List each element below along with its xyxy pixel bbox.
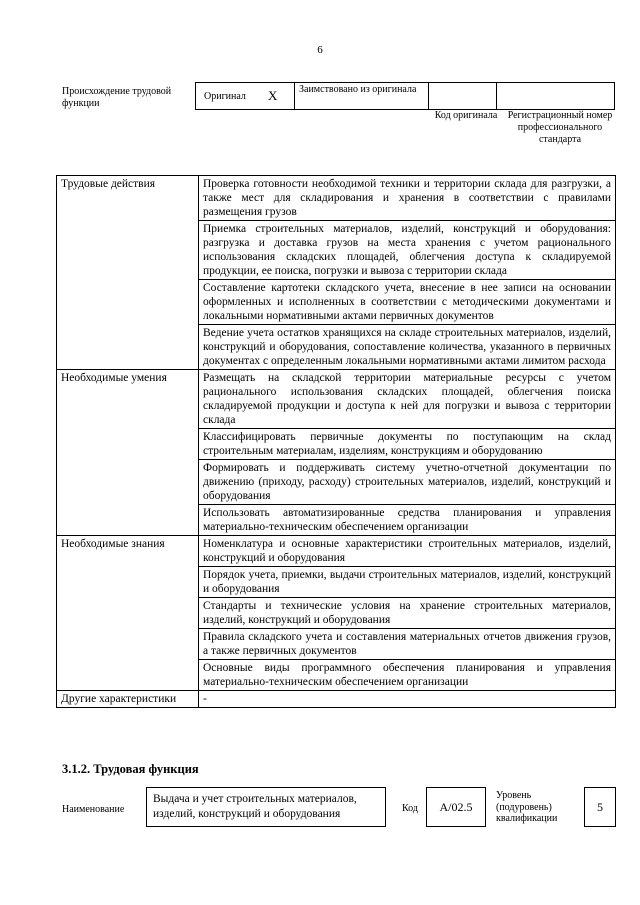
table-cell: Проверка готовности необходимой техники и территории склада для разгрузки, а также мест для складирования и хранения в соответствии с правилами размещения грузов [199, 176, 616, 221]
table-cell: Классифицировать первичные документы по поступающим на склад строительным материалам, изделиям, конструкциям и оборудованию [199, 429, 616, 460]
table-cell: Правила складского учета и составления материальных отчетов движения грузов, а также первичных документов [199, 629, 616, 660]
original-cell [196, 83, 295, 109]
table-cell: Ведение учета остатков хранящихся на складе строительных материалов, изделий, конструкций и оборудования, сопоставление количества, указанного в первичных документах с определенным локальными нормативными актами лимитом расхода [199, 325, 616, 370]
code-value: А/02.5 [426, 787, 486, 827]
code-label: Код [402, 803, 418, 814]
table-cell: Стандарты и технические условия на хранение строительных материалов, изделий, конструкций и оборудования [199, 598, 616, 629]
level-label: Уровень (подуровень) квалификации [496, 790, 558, 824]
table-row [57, 691, 616, 708]
row-heading: Необходимые умения [57, 370, 199, 536]
origin-box [195, 82, 615, 110]
labor-function-table [56, 175, 616, 708]
origin-label: Происхождение трудовой функции [62, 86, 172, 109]
table-cell: Основные виды программного обеспечения планирования и управления материально-техническим обеспечением организации [199, 660, 616, 691]
borrowed-label: Заимствовано из оригинала [299, 84, 417, 95]
table-cell: Порядок учета, приемки, выдачи строительных материалов, изделий, конструкций и оборудования [199, 567, 616, 598]
table-cell: Формировать и поддерживать систему учетно-отчетной документации по движению (приходу, расходу) строительных материалов, изделий, конструкций и оборудования [199, 460, 616, 505]
code-original-cell [428, 83, 497, 109]
borrowed-cell [294, 83, 429, 109]
original-mark: X [268, 88, 278, 103]
table-row [57, 370, 616, 429]
row-heading: Необходимые знания [57, 536, 199, 691]
table-cell: Размещать на складской территории материальные ресурсы с учетом рационального использования складских площадей, облегчения поиска складируемой продукции и доступа к ней для погрузки и вывоза с территории склада [199, 370, 616, 429]
table-cell: Составление картотеки складского учета, внесение в нее записи на основании оформленных и исполненных в соответствии с методическими документами и локальными нормативными актами первичных документов [199, 280, 616, 325]
reg-number-caption: Регистрационный номер профессионального стандарта [507, 110, 613, 145]
name-value: Выдача и учет строительных материалов, изделий, конструкций и оборудования [146, 787, 386, 827]
original-label: Оригинал [204, 91, 246, 102]
table-cell: Приемка строительных материалов, изделий, конструкций и оборудования: разгрузка и доставка грузов на места хранения с учетом рационального использования складских площадей, облегчения доступа к складируемой продукции, ее поиска, погрузки и вывоза с территории склада [199, 221, 616, 280]
code-original-caption: Код оригинала [434, 110, 498, 121]
row-heading: Трудовые действия [57, 176, 199, 370]
level-value: 5 [584, 787, 616, 827]
table-cell: Использовать автоматизированные средства планирования и управления материально-техническим обеспечением организации [199, 505, 616, 536]
name-label: Наименование [62, 804, 125, 815]
row-heading: Другие характеристики [57, 691, 199, 708]
table-cell: - [199, 691, 616, 708]
reg-number-cell [496, 83, 614, 109]
section-title: 3.1.2. Трудовая функция [62, 762, 199, 776]
table-cell: Номенклатура и основные характеристики строительных материалов, изделий, конструкций и оборудования [199, 536, 616, 567]
table-row [57, 176, 616, 221]
page-number: 6 [317, 44, 323, 56]
table-row [57, 536, 616, 567]
